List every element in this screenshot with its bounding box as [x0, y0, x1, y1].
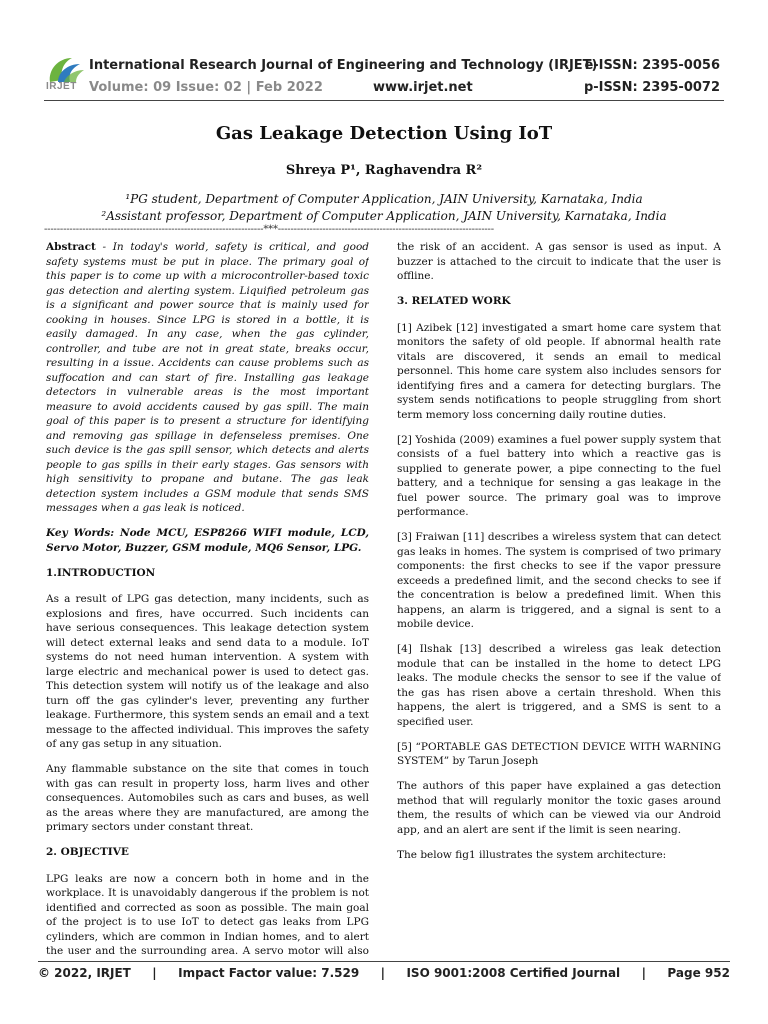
abstract-label: Abstract — [46, 241, 96, 253]
related-work-heading: 3. RELATED WORK — [397, 295, 511, 307]
introduction-heading: 1.INTRODUCTION — [46, 566, 156, 579]
footer-rule — [38, 961, 730, 962]
keywords: Key Words: Node MCU, ESP8266 WIFI module, LCD, Servo Motor, Buzzer, GSM module, MQ6 Sensor, LPG. — [46, 527, 369, 554]
related-work-item-5: [5] “PORTABLE GAS DETECTION DEVICE WITH WARNING SYSTEM” by Tarun Joseph — [397, 740, 721, 767]
p-issn: p-ISSN: 2395-0072 — [583, 80, 720, 95]
paper-title: Gas Leakage Detection Using IoT — [215, 123, 553, 144]
logo-text: IRJET — [46, 81, 77, 92]
objective-heading: 2. OBJECTIVE — [46, 846, 129, 858]
related-work-item-2: [2] Yoshida (2009) examines a fuel power supply system that consists of a fuel battery into which a reactive gas is supplied to generate power, a pipe connecting to the fuel battery, and a technique for sensing a gas leakage in the fuel power source. The primary goal was to improve performance. — [397, 433, 721, 518]
abstract-paragraph — [46, 240, 369, 516]
related-work-item-7: The below fig1 illustrates the system architecture: — [397, 848, 667, 861]
introduction-paragraph-1: As a result of LPG gas detection, many incidents, such as explosions and fires, have occurred. Such incidents can have serious consequences. This leakage detection system will detect external leaks and send data to a module. IoT systems do not need human intervention. A system with large electric and mechanical power is used to detect gas. This detection system will notify us of the leakage and also turn off the gas cylinder's lever, preventing any further leakage. Furthermore, this system sends an email and a text message to the affected individual. This improves the safety of any gas setup in any situation. — [46, 593, 369, 750]
objective-continued: the risk of an accident. A gas sensor is used as input. A buzzer is attached to the circuit to indicate that the user is offline. — [397, 241, 721, 282]
footer-separator: | — [152, 966, 157, 980]
header-rule — [44, 100, 724, 101]
section-separator: ---------------------------------------------------------------------***-------------------------------------------------------------------- — [44, 224, 494, 235]
e-issn: e-ISSN: 2395-0056 — [584, 58, 720, 73]
right-column — [397, 240, 721, 890]
footer-page-number: Page 952 — [667, 966, 730, 980]
introduction-paragraph-2: Any flammable substance on the site that comes in touch with gas can result in property loss, harm lives and other consequences. Automobiles such as cars and buses, as well as the areas where they are manufactured, are among the primary sectors under constant threat. — [46, 763, 369, 833]
page-footer — [38, 964, 730, 982]
footer-impact-factor: Impact Factor value: 7.529 — [178, 966, 360, 980]
footer-separator: | — [641, 966, 646, 980]
related-work-item-1: [1] Azibek [12] investigated a smart home care system that monitors the safety of old people. If abnormal health rate vitals are discovered, it sends an email to medical personnel. This home care system also includes sensors for identifying fires and a camera for detecting burglars. The system sends notifications to people struggling from short term memory loss concerning daily routine duties. — [397, 321, 721, 421]
footer-copyright: © 2022, IRJET — [38, 966, 131, 980]
journal-name: International Research Journal of Engineering and Technology (IRJET) — [89, 58, 598, 73]
issue-line: Volume: 09 Issue: 02 | Feb 2022 — [89, 80, 323, 95]
related-work-item-3: [3] Fraiwan [11] describes a wireless system that can detect gas leaks in homes. The system is comprised of two primary components: the first checks to see if the vapor pressure exceeds a predefined limit, and the second checks to see if the concentration is below a predefined limit. When this happens, an alarm is triggered, and a signal is sent to a mobile device. — [397, 531, 721, 630]
footer-iso: ISO 9001:2008 Certified Journal — [406, 966, 621, 980]
footer-separator: | — [380, 966, 386, 980]
journal-header — [0, 0, 768, 104]
left-column — [46, 240, 369, 958]
related-work-item-6: The authors of this paper have explained a gas detection method that will regularly monitor the toxic gases around them, the results of which can be viewed via our Android app, and an alert are sent if the limit is seen nearing. — [397, 780, 721, 836]
affiliation-2: ²Assistant professor, Department of Computer Application, JAIN University, Karnataka, India — [101, 209, 667, 223]
paper-authors: Shreya P¹, Raghavendra R² — [285, 163, 483, 178]
abstract-text: - In today's world, safety is critical, and good safety systems must be put in place. The primary goal of this paper is to come up with a microcontroller-based toxic gas detection and alerting system. Liquified petroleum gas is a significant and power source that is mainly used for cooking in houses. Since LPG is stored in a bottle, it is easily damaged. In any case, when the gas cylinder, controller, and tube are not in great state, breaks occur, resulting in a issue. Accidents can cause problems such as suffocation and can start of fire. Installing gas leakage detectors in vulnerable areas is the most important measure to avoid accidents caused by gas spill. The main goal of this paper is to present a structure for identifying and removing gas spillage in defenseless premises. One such device is the gas spill sensor, which detects and alerts people to gas spills in their early stages. Gas sensors with high sensitivity to propane and butane. The gas leak detection system includes a GSM module that sends SMS messages when a gas leak is noticed. — [46, 241, 369, 514]
journal-website: www.irjet.net — [373, 80, 473, 95]
affiliation-1: ¹PG student, Department of Computer Application, JAIN University, Karnataka, India — [125, 192, 643, 206]
objective-paragraph: LPG leaks are now a concern both in home and in the workplace. It is unavoidably dangerous if the problem is not identified and corrected as soon as possible. The main goal of the project is to use IoT to detect gas leaks from LPG cylinders, which are common in Indian homes, and to alert the user and the surrounding area. A servo motor will also — [46, 872, 369, 957]
related-work-item-4: [4] Ilshak [13] described a wireless gas leak detection module that can be installed in the home to detect LPG leaks. The module checks the sensor to see if the value of the gas has risen above a certain threshold. When this happens, the alert is triggered, and a SMS is sent to a specified user. — [397, 643, 721, 728]
